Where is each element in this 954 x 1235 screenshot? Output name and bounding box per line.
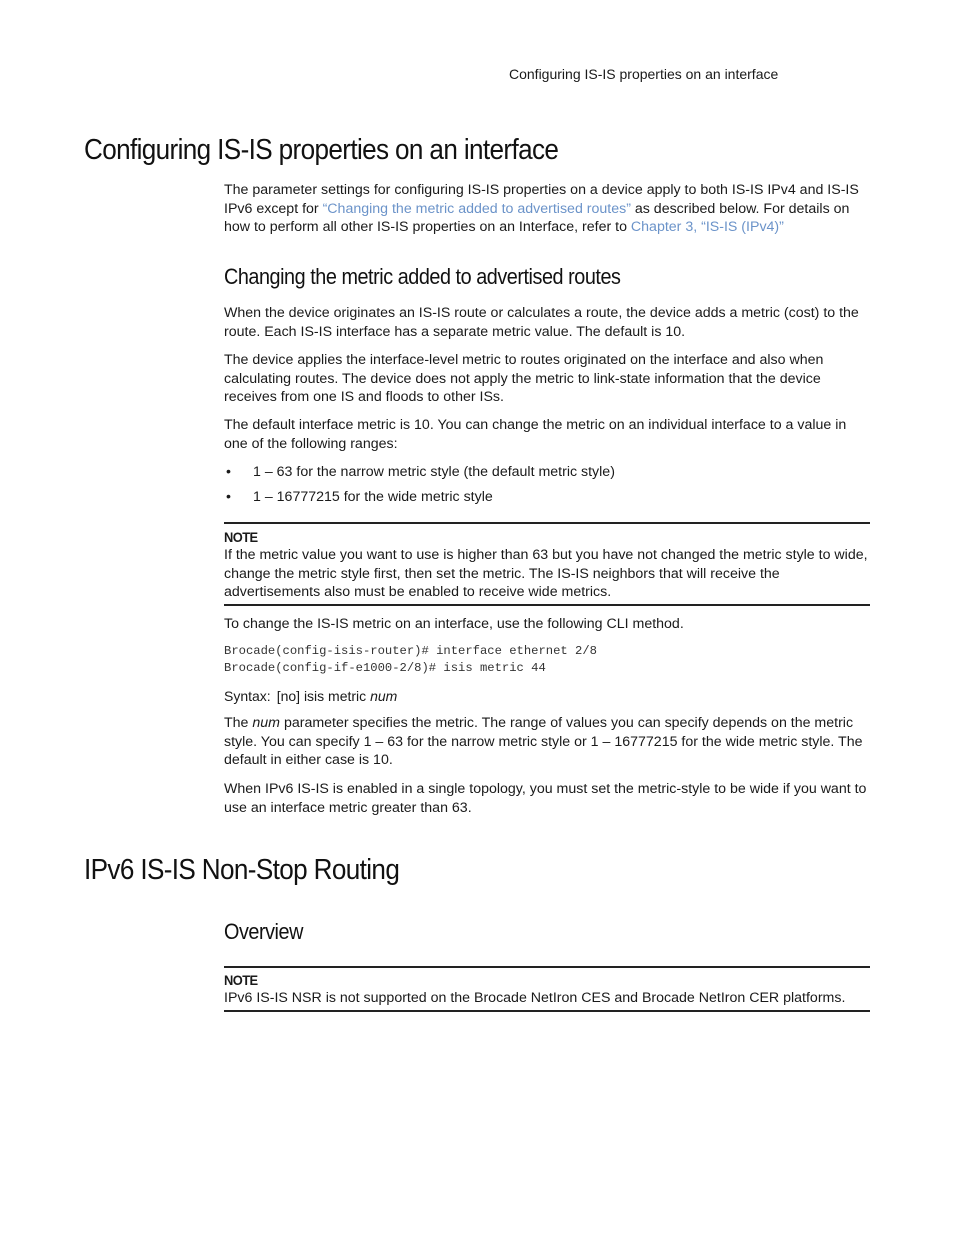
section-title-configuring-isis: Configuring IS-IS properties on an interface (84, 134, 559, 166)
note-box-nsr (224, 966, 870, 1012)
subsection-title-changing-metric: Changing the metric added to advertised routes (224, 264, 621, 289)
note-label: NOTE (224, 529, 258, 545)
paragraph-num-parameter (224, 714, 870, 770)
bullet-icon: • (226, 489, 231, 505)
num-text-post: parameter specifies the metric. The range of values you can specify depends on the metric style. You can specify 1 – 63 for the narrow metric style or 1 – 16777215 for the wide metric style. The default in either case is 10. (224, 715, 863, 769)
code-line: Brocade(config-if-e1000-2/8)# isis metric 44 (224, 661, 546, 675)
bullet-text: 1 – 16777215 for the wide metric style (253, 489, 493, 505)
paragraph-metric-intro: When the device originates an IS-IS route or calculates a route, the device adds a metric (cost) to the route. Each IS-IS interface has a separate metric value. The default is 10. (224, 305, 859, 340)
list-item (224, 488, 870, 513)
paragraph-default-metric: The default interface metric is 10. You can change the metric on an individual interface to a value in one of the following ranges: (224, 417, 847, 452)
intro-text-2: as described below. For details on how to perform all other IS-IS properties on an Interface, refer to (224, 200, 850, 236)
list-item (224, 463, 870, 488)
note-text: If the metric value you want to use is higher than 63 but you have not changed the metric style to wide, change the metric style first, then set the metric. The IS-IS neighbors that will receive the advertisements also must be enabled to receive wide metrics. (224, 547, 868, 601)
link-chapter-3[interactable]: Chapter 3, “IS-IS (IPv4)” (630, 219, 784, 236)
bullet-text: 1 – 63 for the narrow metric style (the default metric style) (253, 464, 615, 480)
running-header: Configuring IS-IS properties on an interface (509, 66, 779, 82)
metric-range-list (224, 463, 870, 513)
intro-paragraph (224, 181, 870, 237)
syntax-line (224, 687, 397, 705)
code-line: Brocade(config-isis-router)# interface ethernet 2/8 (224, 644, 597, 658)
syntax-command: [no] isis metric (276, 688, 367, 704)
code-block (224, 643, 597, 677)
paragraph-interface-level-metric: The device applies the interface-level metric to routes originated on the interface and also when calculating routes. The device does not apply the metric to link-state information that the device receives from one IS and floods to other ISs. (224, 352, 824, 406)
subsection-title-overview: Overview (224, 919, 303, 944)
note-box-wide-metric (224, 522, 870, 606)
intro-text-1: The parameter settings for configuring IS-IS properties on a device apply to both IS-IS IPv4 and IS-IS IPv6 except for (224, 182, 859, 217)
note-label: NOTE (224, 972, 258, 988)
syntax-argument: num (370, 688, 398, 704)
paragraph-ipv6-single-topology: When IPv6 IS-IS is enabled in a single topology, you must set the metric-style to be wide if you want to use an interface metric greater than 63. (224, 781, 867, 816)
syntax-label: Syntax: (224, 688, 271, 704)
num-text-pre: The (224, 715, 253, 731)
link-changing-metric[interactable]: “Changing the metric added to advertised routes” (322, 200, 631, 217)
note-text: IPv6 IS-IS NSR is not supported on the Brocade NetIron CES and Brocade NetIron CER platforms. (224, 990, 846, 1006)
bullet-icon: • (226, 464, 231, 480)
section-title-ipv6-nsr: IPv6 IS-IS Non-Stop Routing (84, 854, 400, 886)
paragraph-cli-method: To change the IS-IS metric on an interface, use the following CLI method. (224, 616, 684, 632)
num-term: num (252, 715, 280, 731)
